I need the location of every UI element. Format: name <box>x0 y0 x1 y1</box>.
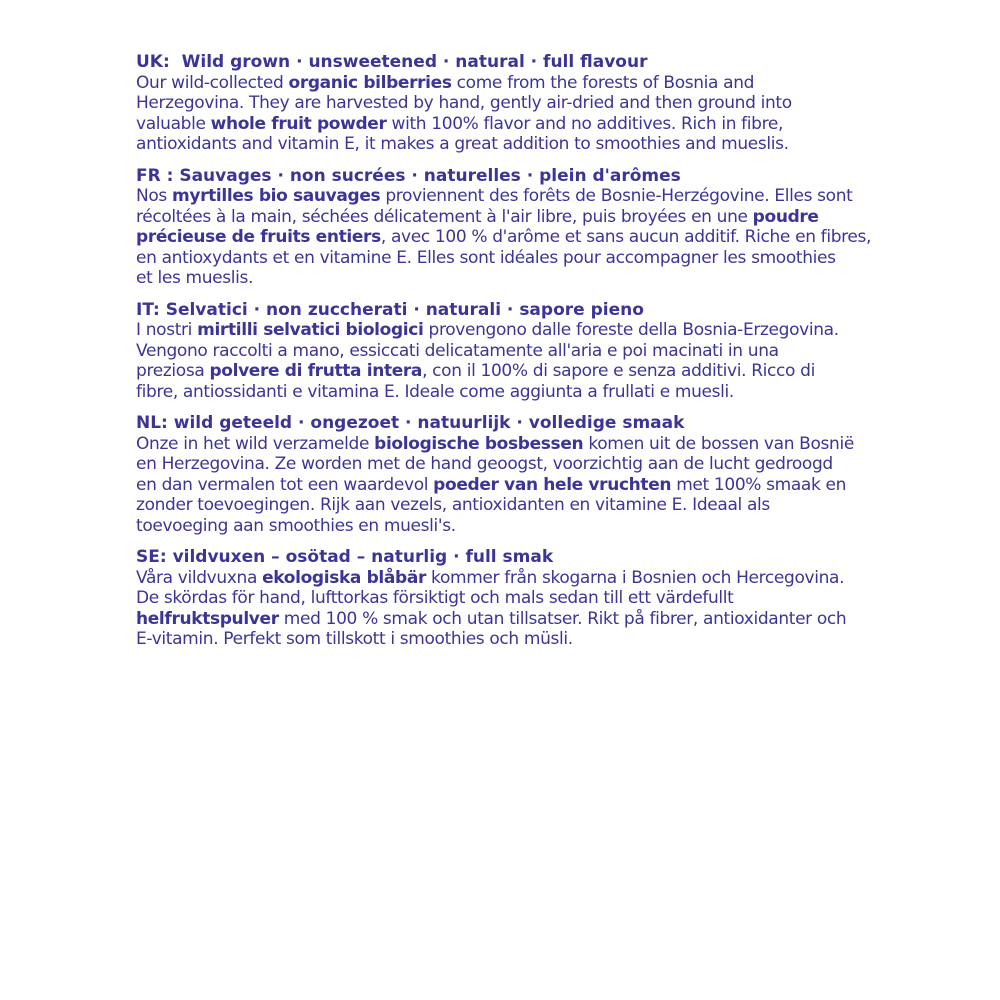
text-line <box>136 516 876 537</box>
text-run: komen uit de bossen van Bosnië <box>583 433 854 454</box>
text-run: E-vitamin. Perfekt som tillskott i smoothies och müsli. <box>136 629 573 649</box>
text-run: et les mueslis. <box>136 268 254 288</box>
bold-text: poeder van hele vruchten <box>433 474 672 495</box>
text-run: Nos <box>136 186 172 206</box>
text-run: met 100% smaak en <box>671 474 847 495</box>
text-line <box>136 134 876 155</box>
text-run: with 100% flavor and no additives. Rich in fibre, <box>386 113 784 134</box>
section-fr <box>136 166 876 289</box>
text-line <box>136 186 876 207</box>
text-line <box>136 73 876 94</box>
text-run: kommer från skogarna i Bosnien och Hercegovina. <box>426 567 845 588</box>
text-run: , con il 100% di sapore e senza additivi. Ricco di <box>422 361 815 381</box>
text-line <box>136 629 876 650</box>
text-run: en dan vermalen tot een waardevol <box>136 474 434 495</box>
section-body <box>136 73 876 155</box>
text-run: en Herzegovina. Ze worden met de hand geoogst, voorzichtig aan de lucht gedroogd <box>136 454 833 474</box>
text-line <box>136 382 876 403</box>
bold-text: ekologiska blåbär <box>262 567 426 588</box>
bold-text: polvere di frutta intera <box>209 361 423 381</box>
section-body <box>136 186 876 289</box>
section-heading: UK: Wild grown · unsweetened · natural · full flavour <box>136 52 648 72</box>
text-line <box>136 248 876 269</box>
text-line <box>136 268 876 289</box>
text-run: preziosa <box>136 361 210 381</box>
text-line <box>136 227 876 248</box>
text-line <box>136 588 876 609</box>
text-line <box>136 475 876 496</box>
text-run: proviennent des forêts de Bosnie-Herzégovine. Elles sont <box>380 186 853 206</box>
bold-text: précieuse de fruits entiers <box>136 227 381 247</box>
text-run: zonder toevoegingen. Rijk aan vezels, antioxidanten en vitamine E. Ideaal als <box>136 495 770 515</box>
section-it <box>136 300 876 403</box>
text-run: valuable <box>136 113 211 134</box>
bold-text: whole fruit powder <box>210 113 387 134</box>
bold-text: myrtilles bio sauvages <box>171 186 381 206</box>
text-run: Our wild-collected <box>136 72 289 93</box>
text-line <box>136 361 876 382</box>
section-nl <box>136 413 876 536</box>
section-heading: NL: wild geteeld · ongezoet · natuurlijk · volledige smaak <box>136 413 685 433</box>
text-line <box>136 609 876 630</box>
text-line <box>136 568 876 589</box>
text-run: provengono dalle foreste della Bosnia-Erzegovina. <box>423 320 839 340</box>
text-line <box>136 114 876 135</box>
text-run: De skördas för hand, lufttorkas försiktigt och mals sedan till ett värdefullt <box>136 588 734 608</box>
text-run: récoltées à la main, séchées délicatement à l'air libre, puis broyées en une <box>136 206 753 227</box>
text-run: med 100 % smak och utan tillsatser. Rikt på fibrer, antioxidanter och <box>278 608 847 629</box>
bold-text: mirtilli selvatici biologici <box>197 320 424 340</box>
text-run: Våra vildvuxna <box>136 567 263 588</box>
section-se <box>136 547 876 650</box>
text-line <box>136 341 876 362</box>
text-line <box>136 207 876 228</box>
section-body <box>136 434 876 537</box>
text-run: Vengono raccolti a mano, essiccati delicatamente all'aria e poi macinati in una <box>136 340 779 361</box>
text-run: Herzegovina. They are harvested by hand, gently air-dried and then ground into <box>136 93 792 113</box>
text-run: en antioxydants et en vitamine E. Elles sont idéales pour accompagner les smoothies <box>136 247 836 268</box>
text-run: I nostri <box>136 320 198 340</box>
text-line <box>136 495 876 516</box>
bold-text: biologische bosbessen <box>374 433 584 454</box>
section-body <box>136 568 876 650</box>
text-run: toevoeging aan smoothies en muesli's. <box>136 515 456 536</box>
bold-text: organic bilberries <box>288 72 452 93</box>
bold-text: helfruktspulver <box>136 608 279 629</box>
section-body <box>136 320 876 402</box>
section-heading: FR : Sauvages · non sucrées · naturelles · plein d'arômes <box>136 165 681 186</box>
text-run: fibre, antiossidanti e vitamina E. Ideale come aggiunta a frullati e muesli. <box>136 381 734 402</box>
text-run: Onze in het wild verzamelde <box>136 433 375 454</box>
section-heading: IT: Selvatici · non zuccherati · naturali · sapore pieno <box>136 299 644 320</box>
section-uk <box>136 52 876 155</box>
text-run: come from the forests of Bosnia and <box>451 72 755 93</box>
text-line <box>136 434 876 455</box>
text-line <box>136 320 876 341</box>
text-run: , avec 100 % d'arôme et sans aucun additif. Riche en fibres, <box>380 227 872 247</box>
text-line <box>136 454 876 475</box>
text-line <box>136 93 876 114</box>
text-run: antioxidants and vitamin E, it makes a great addition to smoothies and mueslis. <box>136 134 789 154</box>
product-description <box>136 52 876 661</box>
bold-text: poudre <box>752 206 819 227</box>
section-heading: SE: vildvuxen – osötad – naturlig · full smak <box>136 547 554 567</box>
